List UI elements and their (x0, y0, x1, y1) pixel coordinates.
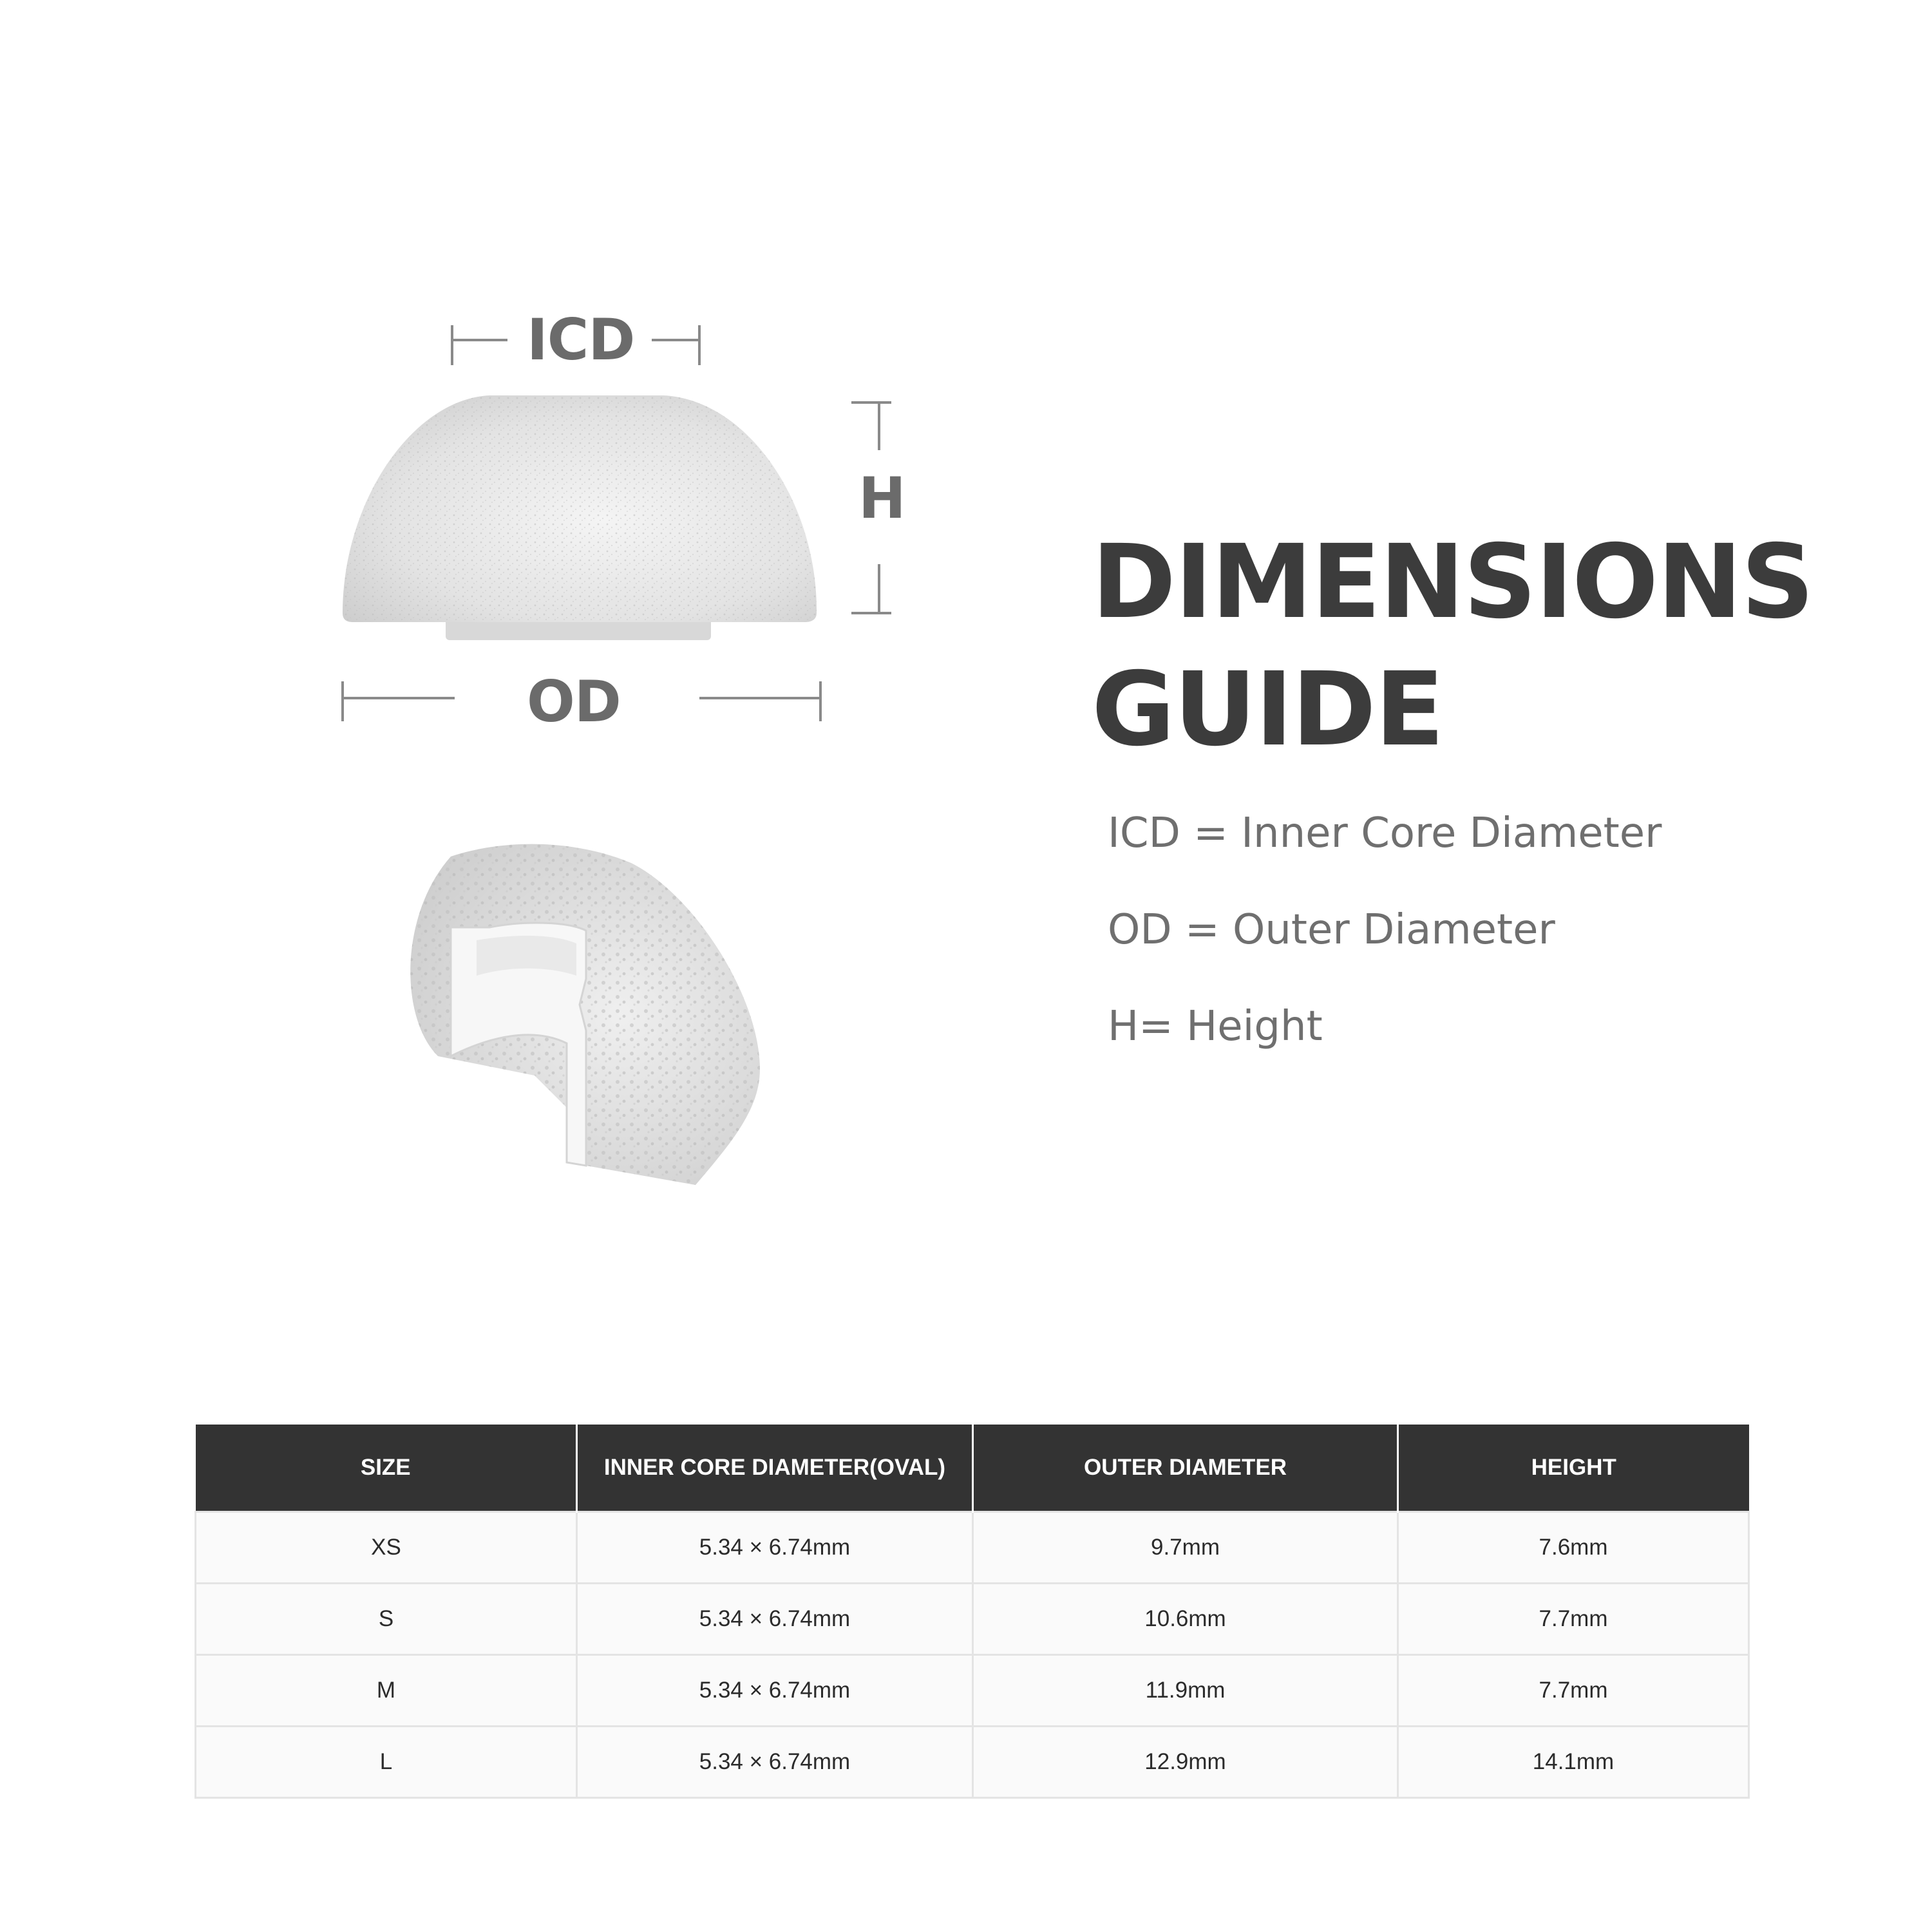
od-bracket-right-line (699, 697, 822, 699)
h-label: H (858, 465, 905, 531)
od-bracket-right-tick (819, 681, 822, 721)
header-inner-core-diameter: INNER CORE DIAMETER(OVAL) (577, 1425, 973, 1512)
header-outer-diameter: OUTER DIAMETER (973, 1425, 1398, 1512)
heading-line-2: GUIDE (1092, 650, 1443, 769)
icd-bracket-right-tick (698, 325, 701, 365)
icd-bracket-left-tick (451, 325, 453, 365)
table-header-row (196, 1425, 1749, 1512)
legend-od: OD = Outer Diameter (1108, 906, 1555, 954)
cell-outer-diameter: 10.6mm (973, 1584, 1398, 1655)
table-row (196, 1727, 1749, 1798)
h-bracket-bottom-line (878, 564, 880, 613)
cell-height: 7.7mm (1398, 1655, 1749, 1727)
h-bracket-top-line (878, 401, 880, 450)
cell-outer-diameter: 9.7mm (973, 1512, 1398, 1584)
h-bracket-top-tick (851, 401, 891, 404)
table-row (196, 1512, 1749, 1584)
od-bracket-left-tick (341, 681, 344, 721)
od-label: OD (527, 668, 621, 735)
header-height: HEIGHT (1398, 1425, 1749, 1512)
cell-inner-core-diameter: 5.34 × 6.74mm (577, 1727, 973, 1798)
legend-height: H= Height (1108, 1003, 1323, 1050)
cell-size: L (196, 1727, 577, 1798)
icd-bracket-left-line (451, 339, 507, 341)
eartip-cutaway-image (374, 837, 773, 1198)
icd-bracket-right-line (652, 339, 701, 341)
cell-outer-diameter: 12.9mm (973, 1727, 1398, 1798)
h-bracket-bottom-tick (851, 612, 891, 614)
od-bracket-left-line (341, 697, 455, 699)
table-row (196, 1655, 1749, 1727)
cell-inner-core-diameter: 5.34 × 6.74mm (577, 1584, 973, 1655)
foam-eartip-image (335, 386, 824, 650)
cell-outer-diameter: 11.9mm (973, 1655, 1398, 1727)
size-table (194, 1425, 1750, 1799)
heading-line-1: DIMENSIONS (1092, 523, 1814, 641)
table-row (196, 1584, 1749, 1655)
cell-height: 7.7mm (1398, 1584, 1749, 1655)
cell-size: XS (196, 1512, 577, 1584)
legend-icd: ICD = Inner Core Diameter (1108, 810, 1662, 857)
cell-inner-core-diameter: 5.34 × 6.74mm (577, 1655, 973, 1727)
dimensions-guide-heading (1092, 518, 1832, 773)
cell-inner-core-diameter: 5.34 × 6.74mm (577, 1512, 973, 1584)
cell-height: 14.1mm (1398, 1727, 1749, 1798)
cell-size: S (196, 1584, 577, 1655)
icd-label: ICD (527, 307, 635, 373)
cell-size: M (196, 1655, 577, 1727)
header-size: SIZE (196, 1425, 577, 1512)
cell-height: 7.6mm (1398, 1512, 1749, 1584)
